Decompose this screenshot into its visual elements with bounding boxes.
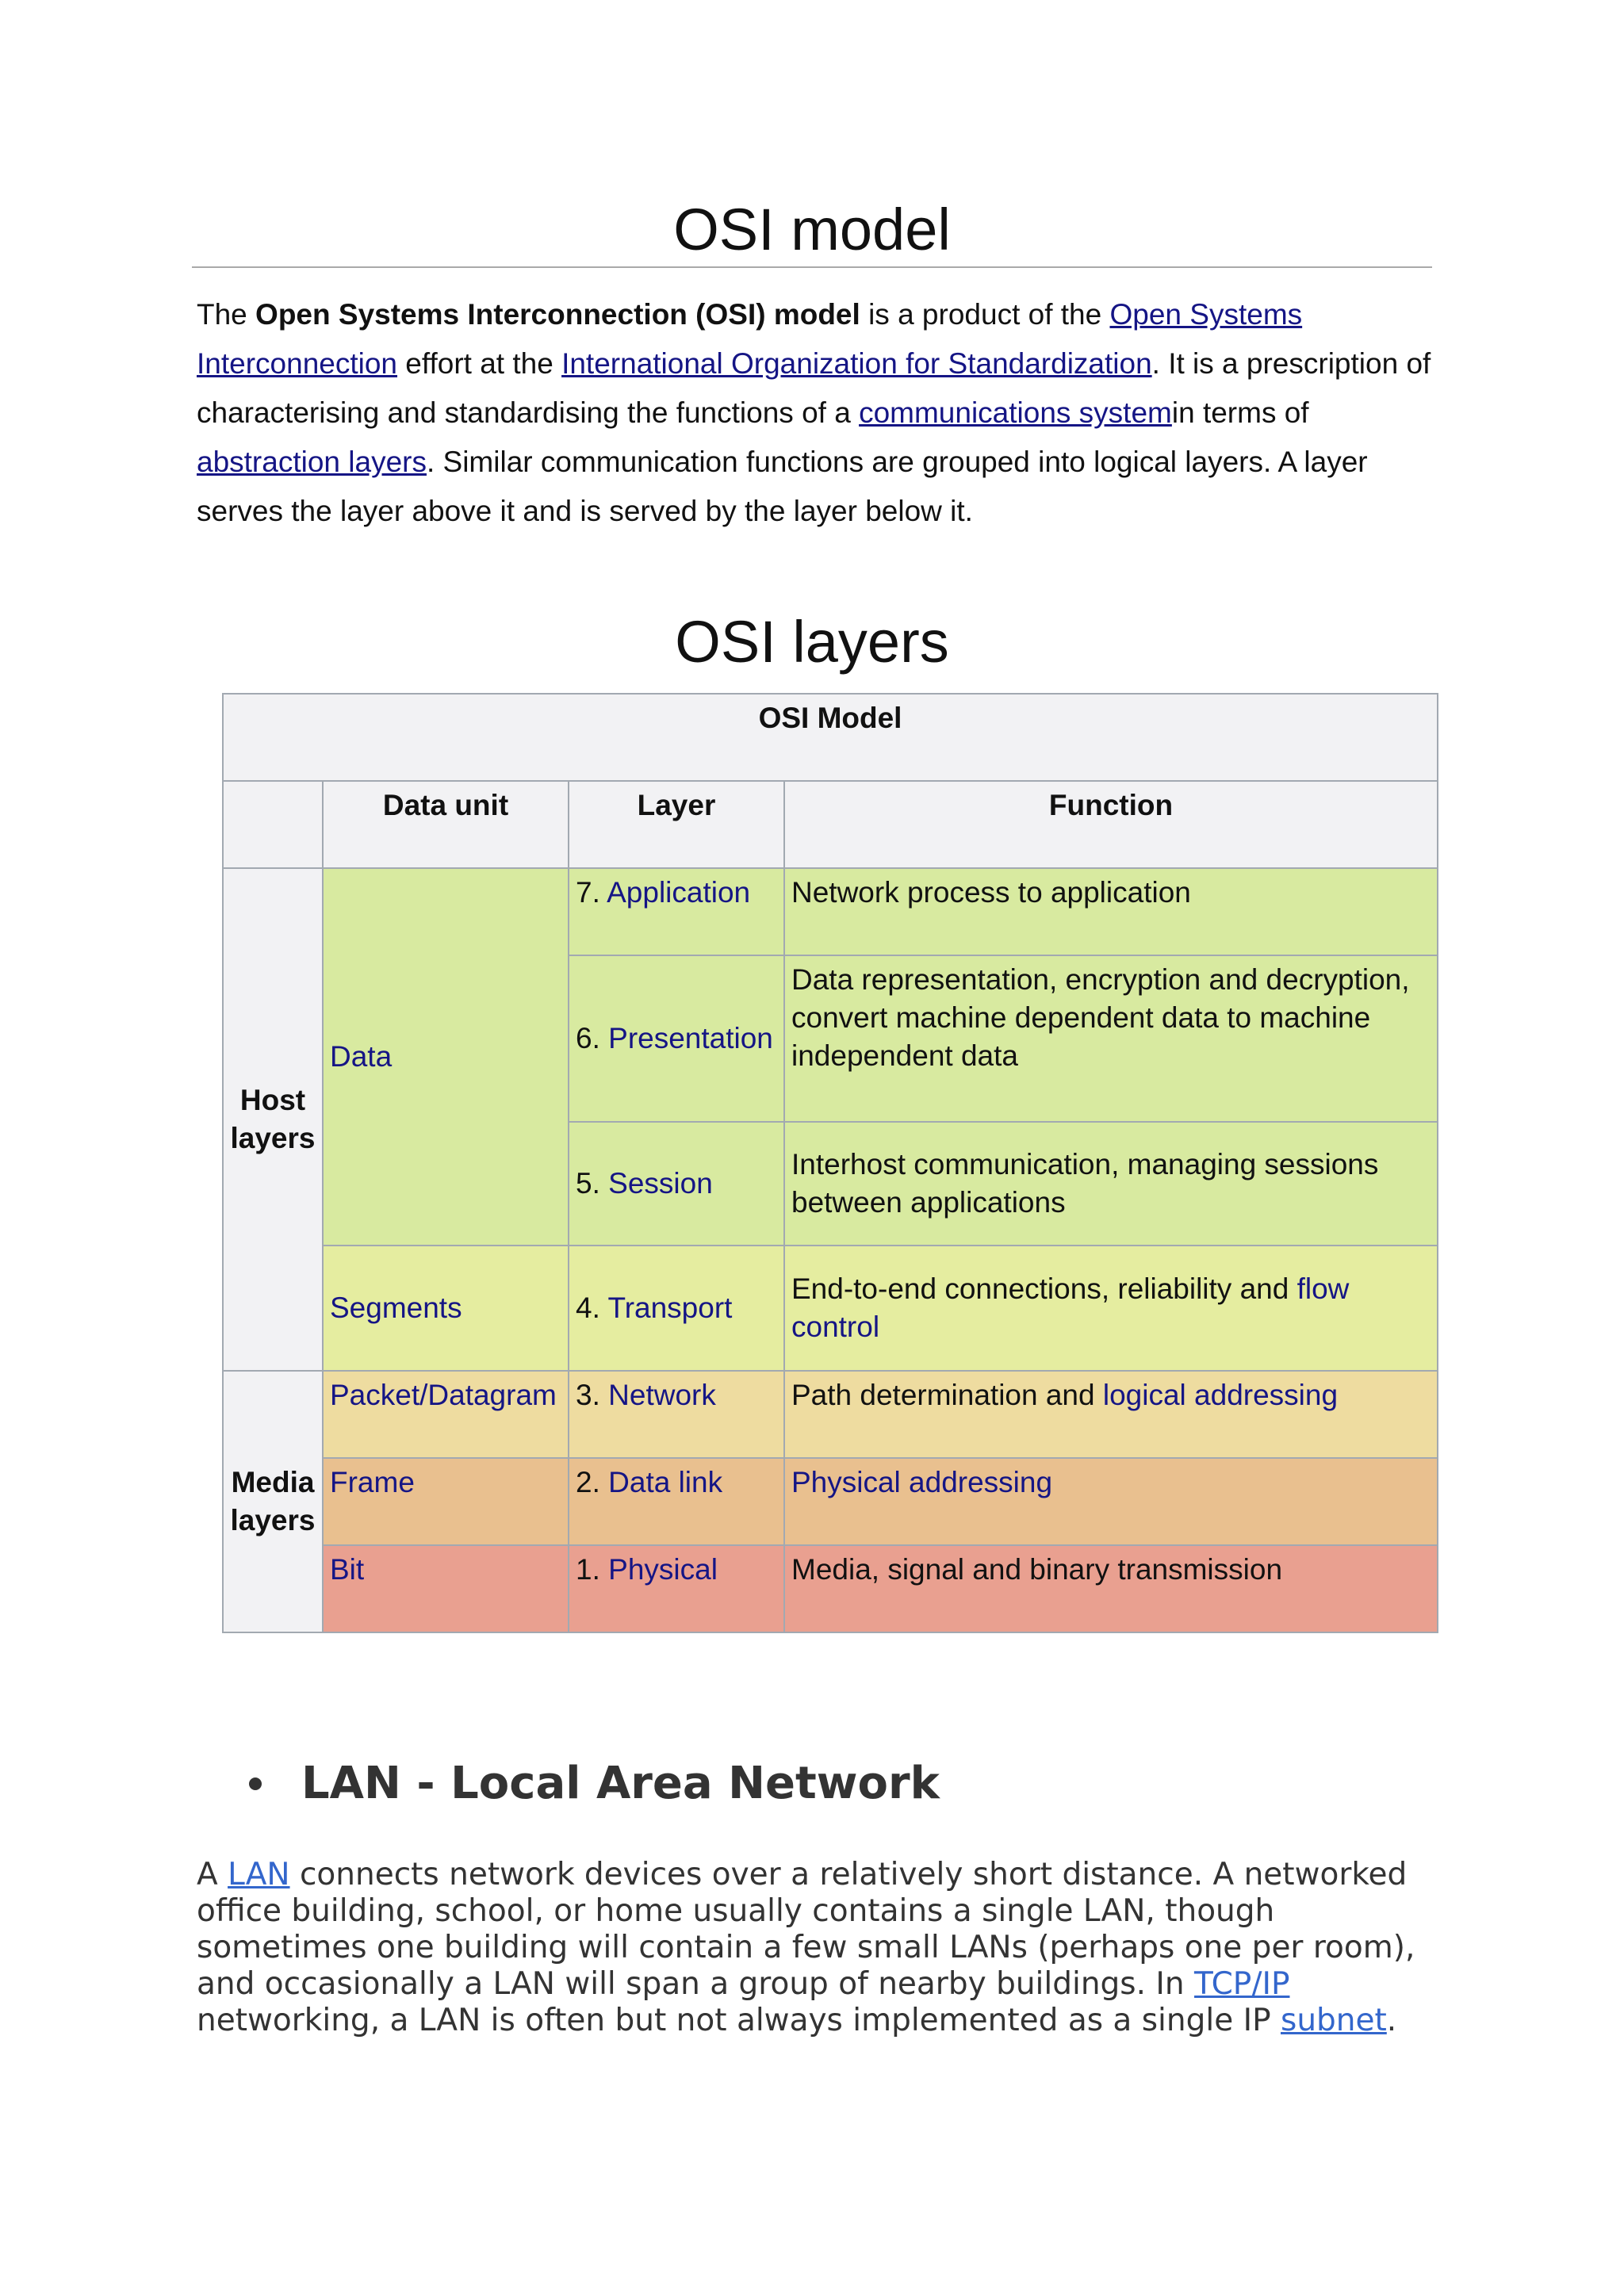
table-row [223, 1371, 1438, 1458]
unit-segments-link[interactable]: Segments [330, 1292, 462, 1324]
layer-cell [569, 1371, 784, 1458]
osi-table-container [222, 693, 1437, 1646]
layer-number: 3. [576, 1379, 609, 1411]
layer-cell [569, 1458, 784, 1545]
intro-bold-term: Open Systems Interconnection (OSI) model [255, 298, 860, 331]
unit-packet-link[interactable]: Packet/Datagram [330, 1379, 557, 1411]
intro-text: is a product of the [860, 298, 1110, 331]
bullet-icon [249, 1777, 262, 1790]
layer-number: 6. [576, 1022, 609, 1054]
layer-data-link-link[interactable]: Data link [608, 1466, 723, 1498]
lan-heading [238, 1752, 940, 1816]
link-iso[interactable]: International Organization for Standardization [561, 347, 1152, 380]
logical-addressing-link[interactable]: logical addressing [1102, 1379, 1339, 1411]
layer-transport-link[interactable]: Transport [607, 1292, 733, 1324]
layer-number: 4. [576, 1292, 608, 1324]
section-title-osi-layers: OSI layers [675, 609, 949, 675]
layer-number: 2. [576, 1466, 609, 1498]
layer-number: 5. [576, 1167, 609, 1200]
function-cell: Media, signal and binary transmission [784, 1545, 1438, 1632]
osi-model-table [222, 693, 1438, 1633]
lan-heading-text: LAN - Local Area Network [301, 1758, 940, 1809]
layer-network-link[interactable]: Network [608, 1379, 716, 1411]
physical-addressing-link[interactable]: Physical addressing [791, 1466, 1053, 1498]
layer-number: 1. [576, 1553, 609, 1586]
layer-physical-link[interactable]: Physical [608, 1553, 718, 1586]
layer-cell [569, 868, 784, 955]
table-row [223, 868, 1438, 955]
function-cell [784, 1458, 1438, 1545]
flow-control-link[interactable]: flow control [791, 1272, 1350, 1343]
layer-cell [569, 1545, 784, 1632]
unit-data-link[interactable]: Data [330, 1040, 393, 1073]
link-lan[interactable]: LAN [228, 1857, 290, 1892]
function-cell: Data representation, encryption and decryption, convert machine dependent data to machine independent data [784, 955, 1438, 1122]
function-text: Path determination and [791, 1379, 1103, 1411]
intro-text: . It is a prescription of characterising and standardising the functions of a [197, 347, 1431, 429]
function-cell [784, 1371, 1438, 1458]
layer-session-link[interactable]: Session [608, 1167, 713, 1200]
table-row [223, 1545, 1438, 1632]
link-abstraction-layers[interactable]: abstraction layers [197, 446, 427, 478]
unit-bit [323, 1545, 569, 1632]
header-function: Function [784, 781, 1438, 868]
lan-text: A [197, 1857, 228, 1892]
unit-segments [323, 1246, 569, 1371]
header-layer: Layer [569, 781, 784, 868]
table-caption: OSI Model [223, 694, 1438, 781]
intro-paragraph [197, 290, 1434, 536]
group-host-layers: Host layers [223, 868, 323, 1371]
link-communications-system[interactable]: communications system [859, 396, 1172, 429]
unit-frame [323, 1458, 569, 1545]
layer-application-link[interactable]: Application [607, 876, 751, 909]
layer-cell [569, 1246, 784, 1371]
page-title: OSI model [673, 197, 951, 262]
function-text: End-to-end connections, reliability and [791, 1272, 1297, 1305]
layer-cell [569, 955, 784, 1122]
link-subnet[interactable]: subnet [1281, 2003, 1387, 2038]
layer-number: 7. [576, 876, 607, 909]
lan-paragraph [197, 1857, 1434, 2039]
unit-frame-link[interactable]: Frame [330, 1466, 415, 1498]
lan-text: . [1386, 2003, 1397, 2038]
lan-text: networking, a LAN is often but not always implemented as a single IP [197, 2003, 1281, 2038]
layer-presentation-link[interactable]: Presentation [608, 1022, 773, 1054]
group-media-layers: Media layers [223, 1371, 323, 1632]
intro-text: . Similar communication functions are grouped into logical layers. A layer serves the layer above it and is served by the layer below it. [197, 446, 1368, 527]
function-cell: Network process to application [784, 868, 1438, 955]
intro-text: in terms of [1171, 396, 1309, 429]
function-cell: Interhost communication, managing sessions between applications [784, 1122, 1438, 1246]
title-divider [192, 266, 1432, 268]
unit-bit-link[interactable]: Bit [330, 1553, 365, 1586]
unit-data [323, 868, 569, 1246]
header-data-unit: Data unit [323, 781, 569, 868]
link-tcp-ip[interactable]: TCP/IP [1194, 1966, 1290, 2002]
table-row [223, 1246, 1438, 1371]
header-blank-cell [223, 781, 323, 868]
layer-cell [569, 1122, 784, 1246]
function-cell [784, 1246, 1438, 1371]
link-open-systems-interconnection[interactable]: Open Systems Interconnection [197, 298, 1303, 380]
intro-text: The [197, 298, 256, 331]
intro-text: effort at the [397, 347, 562, 380]
unit-packet [323, 1371, 569, 1458]
table-row [223, 1458, 1438, 1545]
lan-text: connects network devices over a relatively short distance. A networked office building, school, or home usually contains a single LAN, though sometimes one building will contain a few small LANs (perhaps one per room), and occasionally a LAN will span a group of nearby buildings. In [197, 1857, 1415, 2002]
